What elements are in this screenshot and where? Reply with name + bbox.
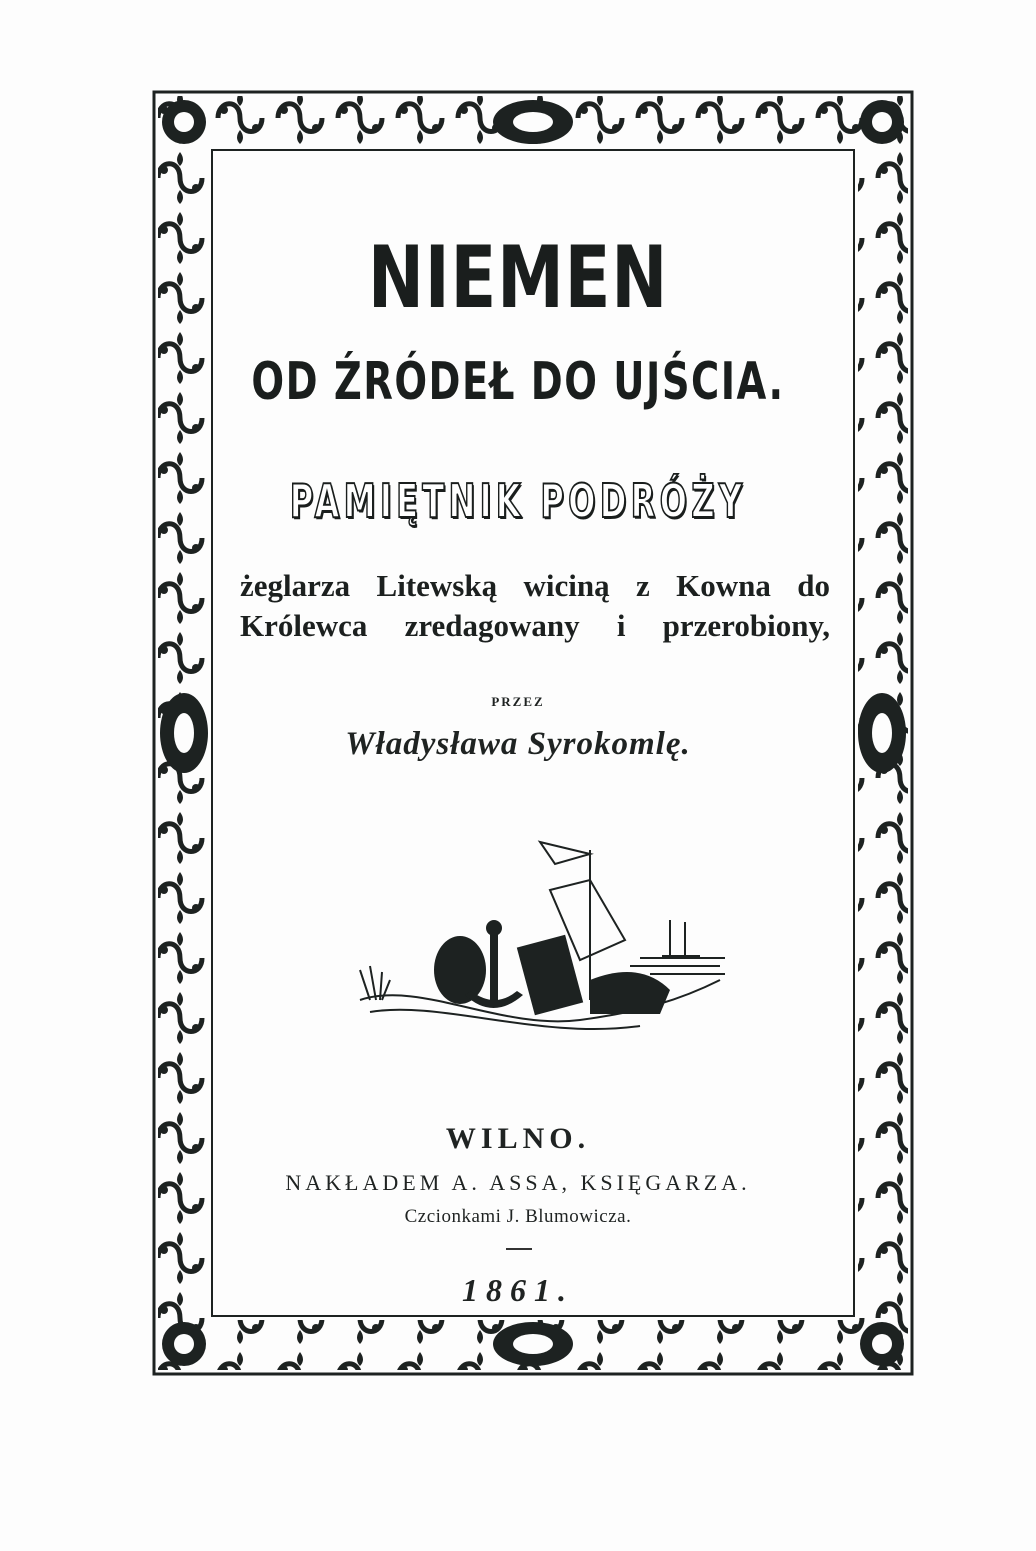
book-secondary-title: PAMIĘTNIK PODRÓŻY <box>289 474 747 528</box>
imprint-printer: Czcionkami J. Blumowicza. <box>404 1206 632 1227</box>
divider <box>506 1248 532 1250</box>
ship-and-anchor-vignette-icon <box>340 830 730 1040</box>
description-line-2: Królewca zredagowany i przerobiony, <box>240 608 830 643</box>
description-line-1: żeglarza Litewską wiciną z Kowna do <box>240 568 830 603</box>
book-title: NIEMEN <box>367 228 669 328</box>
by-label: PRZEZ <box>491 694 545 709</box>
book-subtitle: OD ŹRÓDEŁ DO UJŚCIA. <box>251 352 785 412</box>
imprint-place: WILNO. <box>445 1122 591 1155</box>
imprint-publisher: NAKŁADEM A. ASSA, KSIĘGARZA. <box>285 1170 751 1195</box>
book-description <box>240 566 830 646</box>
author-name: Władysława Syrokomlę. <box>345 726 691 762</box>
imprint-year: 1861. <box>462 1272 574 1308</box>
